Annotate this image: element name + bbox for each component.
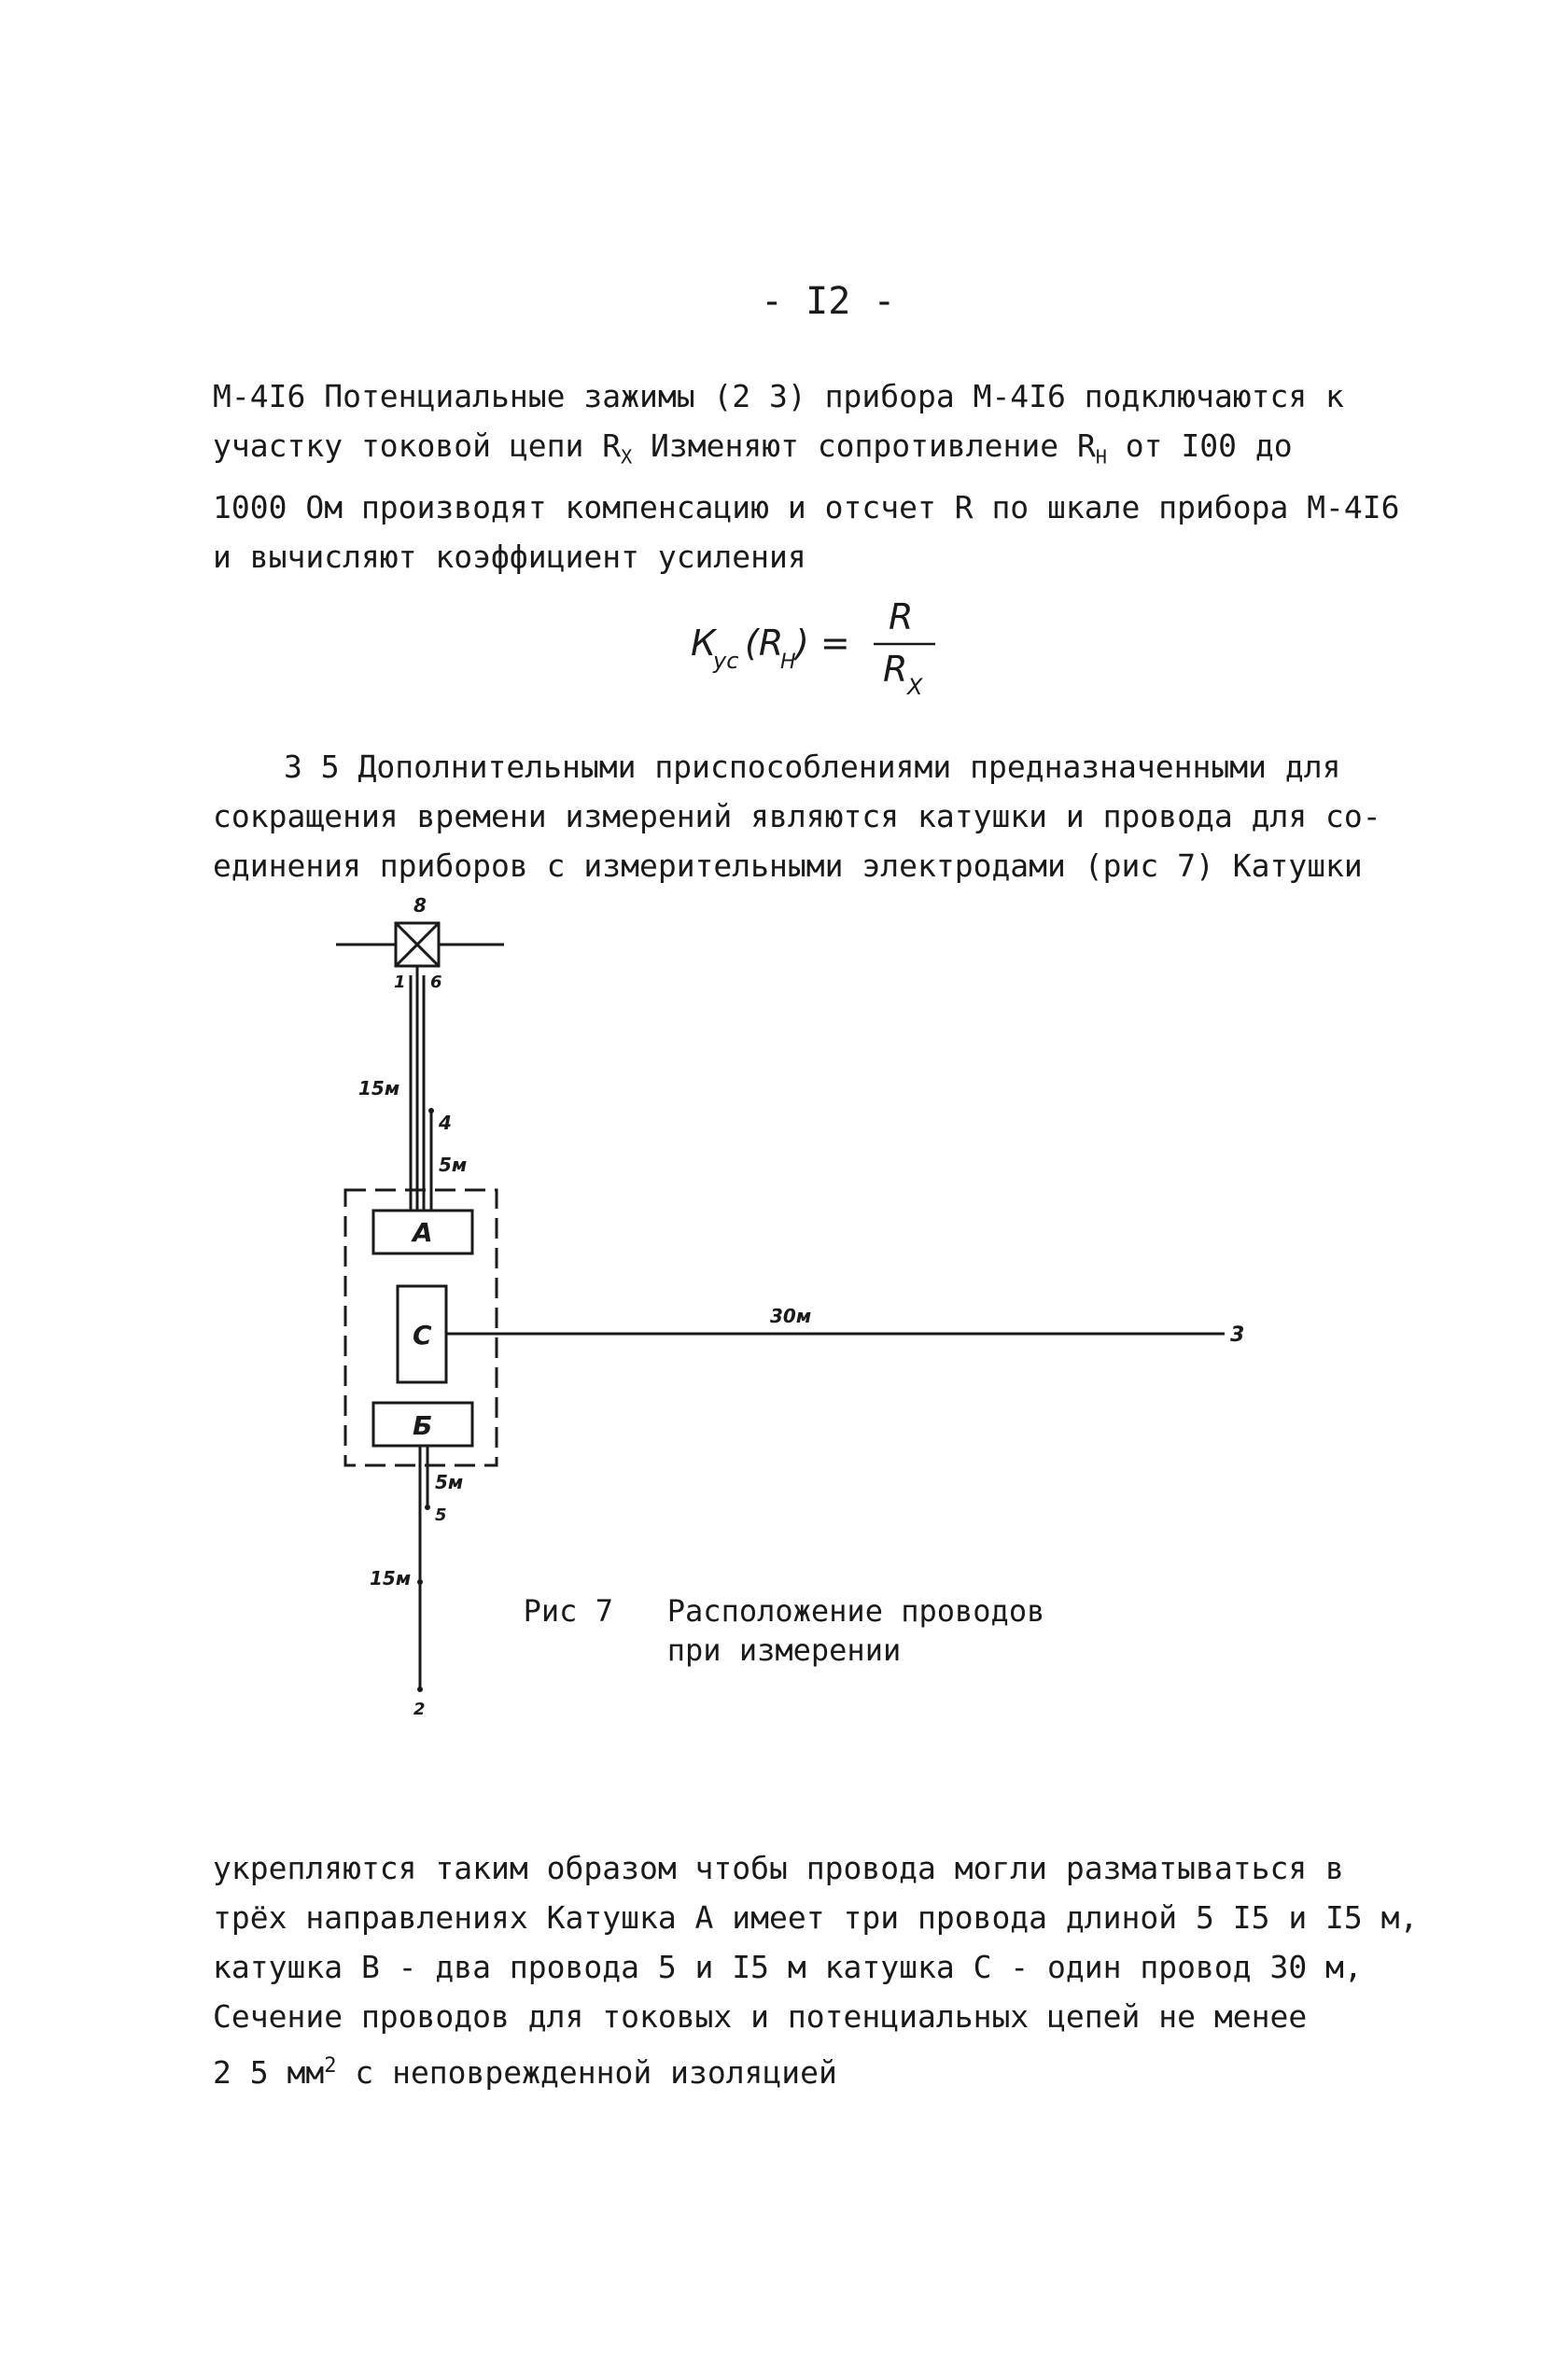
text-line bbox=[213, 2041, 1426, 2097]
text-fragment: от I00 до bbox=[1106, 427, 1293, 464]
text-line: 3 5 Дополнительными приспособлениями предназначенными для bbox=[284, 749, 1341, 785]
label-1: 1 bbox=[394, 973, 406, 992]
label-4: 4 bbox=[439, 1112, 452, 1134]
subscript-n: Н bbox=[1095, 445, 1107, 469]
text-line: Сечение проводов для токовых и потенциальных цепей не менее bbox=[213, 1998, 1308, 2035]
text-line: сокращения времени измерений являются катушки и провода для со- bbox=[213, 798, 1381, 834]
wire-end-4 bbox=[428, 1108, 434, 1113]
figure-caption bbox=[495, 1591, 1073, 1670]
formula-k-sub: ус bbox=[713, 648, 739, 674]
label-15m-top: 15м bbox=[358, 1077, 400, 1099]
subscript-x: X bbox=[621, 445, 633, 469]
formula-denominator: R bbox=[883, 649, 908, 690]
label-5: 5 bbox=[435, 1505, 447, 1525]
caption-line-1: Рис 7 Расположение проводов bbox=[523, 1593, 1045, 1629]
label-30m: 30м bbox=[770, 1305, 812, 1327]
paragraph-coils bbox=[213, 1843, 1426, 2097]
text-fragment: 2 5 мм bbox=[213, 2054, 325, 2091]
formula-close: ) = bbox=[795, 623, 850, 664]
label-8: 8 bbox=[413, 894, 427, 917]
text-fragment: участку токовой цепи R bbox=[213, 427, 622, 464]
text-line bbox=[213, 421, 1426, 483]
page-number: - I2 - bbox=[761, 280, 896, 323]
formula-k: К bbox=[691, 623, 716, 664]
formula-numerator: R bbox=[889, 597, 914, 637]
label-5m-bottom: 5м bbox=[435, 1471, 464, 1493]
label-5m-top: 5м bbox=[439, 1154, 468, 1176]
formula-arg: (R bbox=[745, 623, 784, 664]
formula-arg-sub: Н bbox=[780, 651, 796, 674]
caption-line-2: при измерении bbox=[666, 1632, 902, 1668]
text-line: М-4I6 Потенциальные зажимы (2 3) прибора М-4I6 подключаются к bbox=[213, 378, 1344, 414]
text-line: укрепляются таким образом чтобы провода могли разматываться в bbox=[213, 1850, 1344, 1886]
text-line: 1000 Ом производят компенсацию и отсчет R по шкале прибора М-4I6 bbox=[213, 488, 1400, 525]
text-fragment: Изменяют сопротивление R bbox=[632, 427, 1096, 464]
text-fragment: с неповрежденной изоляцией bbox=[336, 2054, 837, 2091]
text-line: катушка В - два провода 5 и I5 м катушка С - один провод 30 м, bbox=[213, 1949, 1363, 1985]
coil-b-label: Б bbox=[413, 1410, 433, 1441]
paragraph-intro bbox=[213, 371, 1426, 581]
wire-marker-15m bbox=[417, 1579, 423, 1585]
text-line: трёх направлениях Катушка А имеет три провода длиной 5 I5 и I5 м, bbox=[213, 1899, 1419, 1936]
text-line: единения приборов с измерительными электродами (рис 7) Катушки bbox=[213, 847, 1363, 884]
wire-end-2 bbox=[417, 1687, 423, 1692]
text-line: и вычисляют коэффициент усиления bbox=[213, 538, 806, 575]
wire-end-5 bbox=[425, 1505, 430, 1510]
label-2: 2 bbox=[413, 1700, 426, 1719]
label-3: 3 bbox=[1230, 1323, 1245, 1347]
paragraph-accessories bbox=[213, 742, 1426, 890]
coil-c-label: С bbox=[413, 1320, 432, 1351]
label-15m-bottom: 15м bbox=[370, 1567, 412, 1589]
gain-formula bbox=[691, 597, 971, 700]
label-6: 6 bbox=[430, 973, 442, 992]
superscript-2: 2 bbox=[324, 2054, 337, 2078]
coil-a-label: А bbox=[413, 1217, 433, 1248]
formula-denominator-sub: X bbox=[907, 674, 923, 700]
